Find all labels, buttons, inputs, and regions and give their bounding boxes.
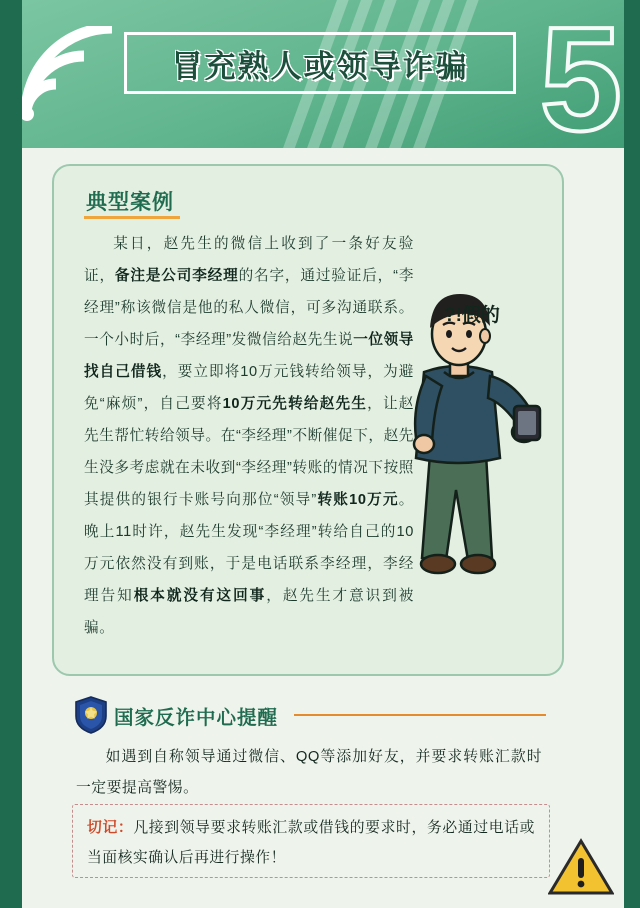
wifi-icon bbox=[18, 26, 128, 126]
note-text: 凡接到领导要求转账汇款或借钱的要求时，务必通过电话或当面核实确认后再进行操作！ bbox=[87, 820, 535, 866]
header-title-box bbox=[124, 32, 516, 94]
page-title: 冒充熟人或领导诈骗 bbox=[171, 48, 469, 84]
reminder-note bbox=[87, 813, 535, 873]
section-number: 5 bbox=[539, 0, 622, 148]
man-holding-phone-illustration bbox=[372, 286, 562, 606]
warning-triangle-icon bbox=[548, 838, 614, 896]
reminder-title: 国家反诈中心提醒 bbox=[114, 707, 279, 729]
speech-bubble-text: ?!假的 bbox=[444, 305, 500, 326]
reminder-paragraph: 如遇到自称领导通过微信、QQ等添加好友，并要求转账汇款时一定要提高警惕。 bbox=[76, 749, 542, 796]
reminder-section bbox=[52, 694, 564, 870]
case-heading-underline bbox=[84, 216, 180, 219]
police-badge-icon bbox=[74, 696, 108, 734]
case-paragraph: 某日，赵先生的微信上收到了一条好友验证，备注是公司李经理的名字，通过验证后，“李经理”称该微信是他的私人微信，可多沟通联系。一个小时后，“李经理”发微信给赵先生说一位领导找自己借钱，要立即将10万元钱转给领导，为避免“麻烦”，自己要将10万元先转给赵先生，让赵先生帮忙转给领导。在“李经理”不断催促下，赵先生没多考虑就在未收到“李经理”转账的情况下按照其提供的银行卡账号向那位“领导”转账10万元。晚上11时许，赵先生发现“李经理”转给自己的10万元依然没有到账，于是电话联系李经理，李经理告知根本就没有这回事，赵先生才意识到被骗。 bbox=[84, 236, 415, 636]
note-label: 切记： bbox=[87, 820, 134, 836]
reminder-title-rule bbox=[294, 714, 546, 716]
case-heading: 典型案例 bbox=[86, 191, 174, 214]
bottom-spacer bbox=[22, 900, 624, 908]
left-green-band bbox=[0, 0, 22, 908]
right-green-band bbox=[624, 0, 640, 908]
reminder-note-box bbox=[72, 804, 550, 878]
poster-header bbox=[0, 0, 640, 148]
